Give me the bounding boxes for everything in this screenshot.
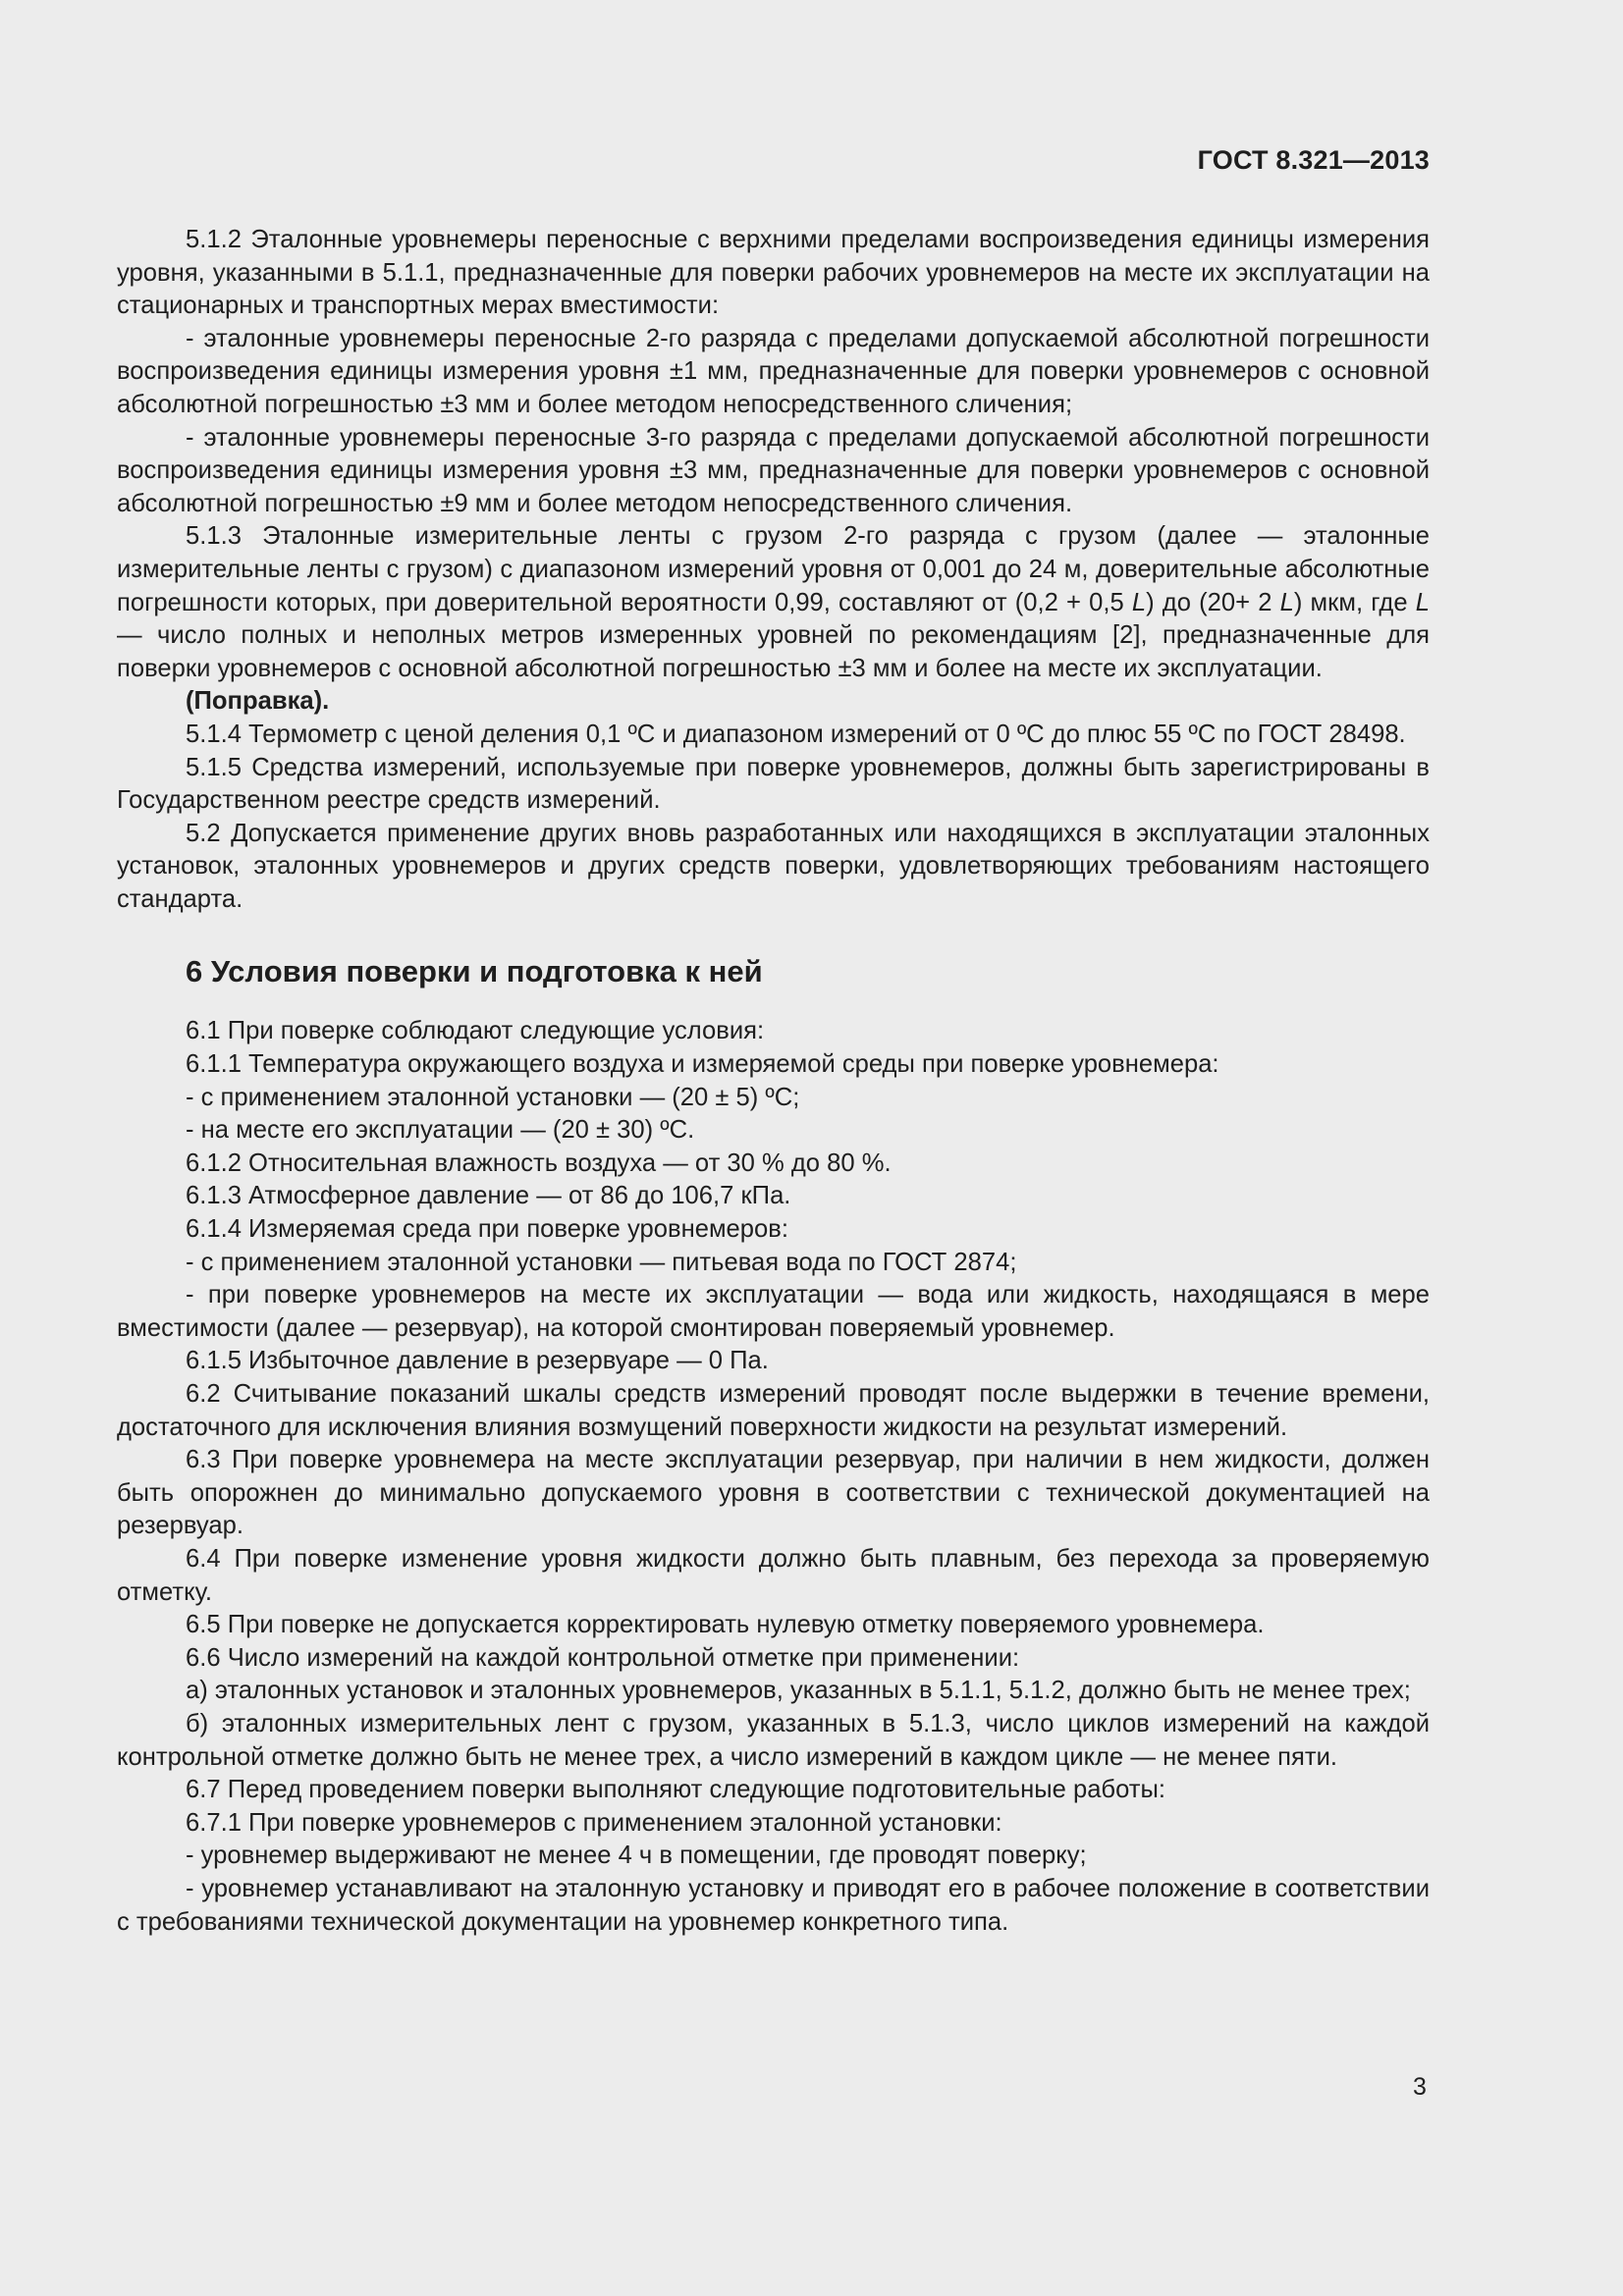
list-item-grade-3: - эталонные уровнемеры переносные 3-го разряда с пределами допускаемой абсолютной погрешности воспроизведения единицы измерения уровня ±3 мм, предназначенные для поверки уровнемеров с основной абсолютной погрешностью ±9 мм и более методом непосредственного сличения. xyxy=(117,423,1430,517)
correction-note: (Поправка). xyxy=(186,687,330,716)
paragraph-6-5: 6.5 При поверке не допускается корректировать нулевую отметку поверяемого уровнемера. xyxy=(186,1611,1265,1639)
list-item: - уровнемер устанавливают на эталонную установку и приводят его в рабочее положение в соответствии с требованиями технической документации на уровнемер конкретного типа. xyxy=(117,1874,1430,1936)
list-item: а) эталонных установок и эталонных уровнемеров, указанных в 5.1.1, 5.1.2, должно быть не менее трех; xyxy=(186,1677,1411,1705)
section-6-heading: 6 Условия поверки и подготовка к ней xyxy=(186,954,763,989)
list-item: - уровнемер выдерживают не менее 4 ч в помещении, где проводят поверку; xyxy=(186,1842,1087,1870)
paragraph-6-1-3: 6.1.3 Атмосферное давление — от 86 до 106,7 кПа. xyxy=(186,1182,791,1210)
paragraph-5-1-3 xyxy=(117,520,1430,685)
paragraph-6-1-1: 6.1.1 Температура окружающего воздуха и измеряемой среды при поверке уровнемера: xyxy=(186,1050,1219,1079)
p513-var-l1: L xyxy=(1131,588,1147,616)
paragraph-6-1-4: 6.1.4 Измеряемая среда при поверке уровнемеров: xyxy=(186,1215,788,1244)
standard-code-header: ГОСТ 8.321—2013 xyxy=(1197,145,1430,175)
paragraph-6-1: 6.1 При поверке соблюдают следующие условия: xyxy=(186,1017,765,1045)
paragraph-5-1-2: 5.1.2 Эталонные уровнемеры переносные с верхними пределами воспроизведения единицы измерения уровня, указанными в 5.1.1, предназначенные для поверки рабочих уровнемеров на месте их эксплуатации на стационарных и транспортных мерах вместимости: xyxy=(117,226,1430,320)
page-number: 3 xyxy=(1413,2073,1427,2101)
page-content xyxy=(117,224,1430,1939)
list-item: - на месте его эксплуатации — (20 ± 30) ºС. xyxy=(186,1116,695,1145)
p513-text-b: ) до (20+ 2 xyxy=(1146,588,1280,616)
paragraph-6-1-5: 6.1.5 Избыточное давление в резервуаре — 0 Па. xyxy=(186,1347,769,1375)
p513-text-d: — число полных и неполных метров измеренных уровней по рекомендациям [2], предназначенные для поверки уровнемеров с основной абсолютной погрешностью ±3 мм и более на месте их эксплуатации. xyxy=(117,621,1430,682)
list-item: - с применением эталонной установки — (20 ± 5) ºС; xyxy=(186,1083,800,1111)
paragraph-6-1-2: 6.1.2 Относительная влажность воздуха — от 30 % до 80 %. xyxy=(186,1148,892,1177)
list-item: - при поверке уровнемеров на месте их эксплуатации — вода или жидкость, находящаяся в мере вместимости (далее — резервуар), на которой смонтирован поверяемый уровнемер. xyxy=(117,1281,1430,1342)
paragraph-6-4: 6.4 При поверке изменение уровня жидкости должно быть плавным, без перехода за проверяемую отметку. xyxy=(117,1544,1430,1606)
paragraph-6-2: 6.2 Считывание показаний шкалы средств измерений проводят после выдержки в течение времени, достаточного для исключения влияния возмущений поверхности жидкости на результат измерений. xyxy=(117,1380,1430,1441)
p513-text-c: ) мкм, где xyxy=(1293,588,1416,616)
paragraph-6-7: 6.7 Перед проведением поверки выполняют следующие подготовительные работы: xyxy=(186,1776,1165,1804)
paragraph-5-1-5: 5.1.5 Средства измерений, используемые при поверке уровнемеров, должны быть зарегистрированы в Государственном реестре средств измерений. xyxy=(117,753,1430,815)
paragraph-5-1-4: 5.1.4 Термометр с ценой деления 0,1 ºС и диапазоном измерений от 0 ºС до плюс 55 ºС по ГОСТ 28498. xyxy=(186,720,1406,748)
p513-var-l2: L xyxy=(1279,588,1294,616)
list-item: - с применением эталонной установки — питьевая вода по ГОСТ 2874; xyxy=(186,1248,1017,1276)
paragraph-5-2: 5.2 Допускается применение других вновь разработанных или находящихся в эксплуатации эталонных установок, эталонных уровнемеров и других средств поверки, удовлетворяющих требованиям настоящего стандарта. xyxy=(117,819,1430,913)
list-item-grade-2: - эталонные уровнемеры переносные 2-го разряда с пределами допускаемой абсолютной погрешности воспроизведения единицы измерения уровня ±1 мм, предназначенные для поверки уровнемеров с основной абсолютной погрешностью ±3 мм и более методом непосредственного сличения; xyxy=(117,324,1430,418)
list-item: б) эталонных измерительных лент с грузом, указанных в 5.1.3, число циклов измерений на каждой контрольной отметке должно быть не менее трех, а число измерений в каждом цикле — не менее пяти. xyxy=(117,1709,1430,1771)
paragraph-6-3: 6.3 При поверке уровнемера на месте эксплуатации резервуар, при наличии в нем жидкости, должен быть опорожнен до минимально допускаемого уровня в соответствии с технической документацией на резервуар. xyxy=(117,1446,1430,1540)
p513-var-l3: L xyxy=(1415,588,1430,616)
paragraph-6-6: 6.6 Число измерений на каждой контрольной отметке при применении: xyxy=(186,1643,1020,1672)
paragraph-6-7-1: 6.7.1 При поверке уровнемеров с применением эталонной установки: xyxy=(186,1808,1002,1837)
p513-text-a: 5.1.3 Эталонные измерительные ленты с грузом 2-го разряда с грузом (далее — эталонные измерительные ленты с грузом) с диапазоном измерений уровня от 0,001 до 24 м, доверительные абсолютные погрешности которых, при доверительной вероятности 0,99, составляют от (0,2 + 0,5 xyxy=(117,522,1430,616)
